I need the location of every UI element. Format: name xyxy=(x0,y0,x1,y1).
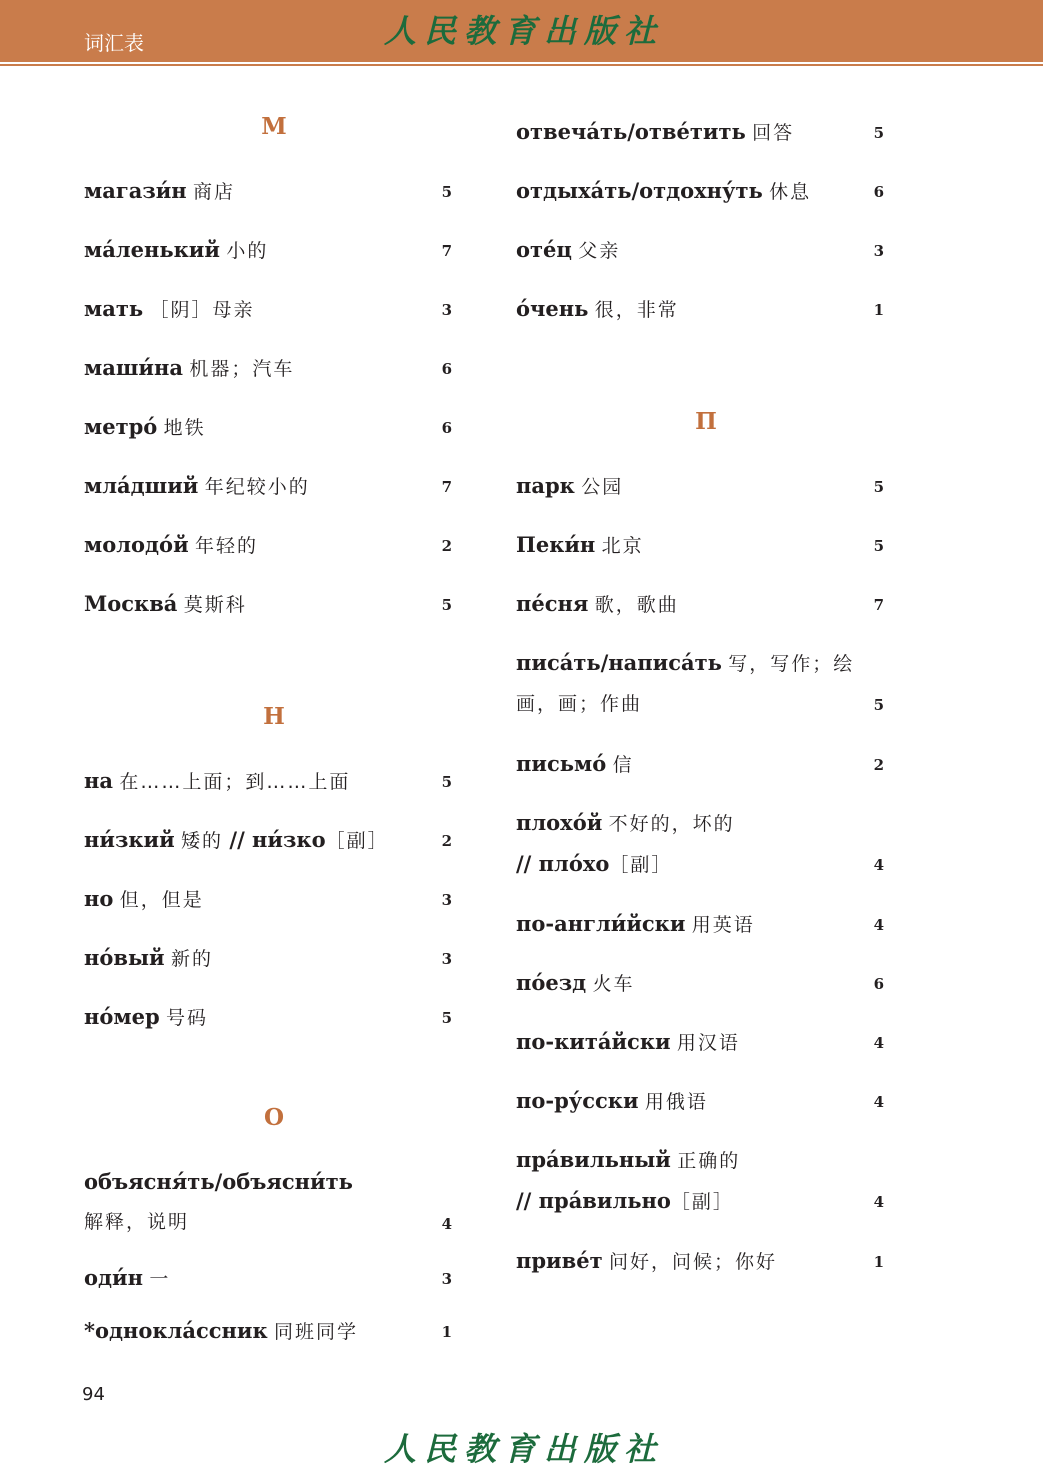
vocab-entry xyxy=(516,525,884,566)
chinese-meaning: 小的 xyxy=(226,240,269,262)
part-of-speech: ［副］ xyxy=(325,830,389,852)
lesson-number: 4 xyxy=(873,1034,884,1052)
lesson-number: 3 xyxy=(441,1270,452,1288)
russian-word: отвеча́ть/отве́тить xyxy=(516,119,746,144)
lesson-number: 5 xyxy=(441,596,452,614)
chinese-meaning: 父亲 xyxy=(578,240,621,262)
lesson-number: 2 xyxy=(441,537,452,555)
vocab-entry xyxy=(516,230,884,271)
chinese-meaning: 号码 xyxy=(166,1007,209,1029)
russian-word: отдыха́ть/отдохну́ть xyxy=(516,178,763,203)
chinese-meaning: 解释，说明 xyxy=(84,1211,190,1233)
vocab-entry xyxy=(84,230,452,271)
chinese-meaning: 商店 xyxy=(193,181,236,203)
lesson-number: 6 xyxy=(441,360,452,378)
russian-word: на xyxy=(84,768,113,793)
chinese-meaning: 北京 xyxy=(601,535,644,557)
russian-adverb: // пра́вильно xyxy=(516,1188,671,1213)
russian-word: пра́вильный xyxy=(516,1147,671,1172)
lesson-number: 1 xyxy=(873,301,884,319)
lesson-number: 2 xyxy=(441,832,452,850)
vocab-entry xyxy=(516,1022,884,1063)
letter-heading-o: О xyxy=(263,1104,285,1131)
lesson-number: 6 xyxy=(873,183,884,201)
chinese-meaning: 一 xyxy=(149,1268,171,1290)
chinese-meaning: 用汉语 xyxy=(676,1032,740,1054)
russian-word: мла́дший xyxy=(84,473,199,498)
chinese-meaning: 年轻的 xyxy=(195,535,259,557)
russian-word: но xyxy=(84,886,114,911)
russian-word: оте́ц xyxy=(516,237,572,262)
lesson-number: 3 xyxy=(873,242,884,260)
vocab-entry xyxy=(84,466,452,507)
lesson-number: 5 xyxy=(441,1009,452,1027)
header-divider xyxy=(0,64,1043,66)
vocab-entry xyxy=(84,761,452,802)
chinese-meaning: 不好的，坏的 xyxy=(608,813,735,835)
page-header xyxy=(0,0,1043,62)
vocab-entry xyxy=(516,466,884,507)
chinese-meaning: 机器；汽车 xyxy=(189,358,295,380)
russian-word: молодо́й xyxy=(84,532,189,557)
lesson-number: 3 xyxy=(441,891,452,909)
russian-word: письмо́ xyxy=(516,751,607,776)
lesson-number: 3 xyxy=(441,301,452,319)
chinese-meaning: 很，非常 xyxy=(594,299,679,321)
vocab-entry xyxy=(516,963,884,1004)
russian-word: ма́ленький xyxy=(84,237,220,262)
vocab-entry xyxy=(516,643,884,725)
chinese-meaning: 写，写作；绘 xyxy=(728,653,855,675)
lesson-number: 5 xyxy=(873,124,884,142)
lesson-number: 5 xyxy=(441,773,452,791)
lesson-number: 4 xyxy=(873,1193,884,1211)
russian-word: по́езд xyxy=(516,970,587,995)
vocab-entry xyxy=(84,289,452,330)
vocab-entry xyxy=(516,171,884,212)
lesson-number: 5 xyxy=(441,183,452,201)
russian-word: объясня́ть/объясни́ть xyxy=(84,1169,353,1194)
publisher-logo-bottom: 人民教育出版社 xyxy=(384,1430,665,1468)
vocab-entry xyxy=(516,1081,884,1122)
russian-word: приве́т xyxy=(516,1248,603,1273)
vocab-entry xyxy=(84,171,452,212)
vocab-entry xyxy=(84,407,452,448)
vocab-entry xyxy=(84,1311,452,1352)
chinese-meaning: 正确的 xyxy=(677,1150,741,1172)
lesson-number: 1 xyxy=(873,1253,884,1271)
lesson-number: 4 xyxy=(873,916,884,934)
russian-word: магази́н xyxy=(84,178,187,203)
chinese-meaning: 年纪较小的 xyxy=(204,476,310,498)
vocab-entry xyxy=(516,803,884,885)
vocab-entry xyxy=(84,879,452,920)
russian-adverb: // пло́хо xyxy=(516,851,610,876)
russian-word: Пеки́н xyxy=(516,532,596,557)
vocab-entry xyxy=(84,1258,452,1299)
chinese-meaning: 问好，问候；你好 xyxy=(608,1251,777,1273)
russian-word: *однокла́ссник xyxy=(84,1318,268,1343)
russian-word: писа́ть/написа́ть xyxy=(516,650,722,675)
russian-word: пе́сня xyxy=(516,591,589,616)
russian-word: парк xyxy=(516,473,575,498)
chinese-meaning: 矮的 xyxy=(181,830,224,852)
letter-heading-n: Н xyxy=(263,703,285,730)
lesson-number: 4 xyxy=(873,856,884,874)
chinese-meaning: 休息 xyxy=(769,181,812,203)
vocab-entry xyxy=(84,525,452,566)
lesson-number: 5 xyxy=(873,696,884,714)
vocab-entry xyxy=(84,820,452,861)
chinese-meaning: 同班同学 xyxy=(274,1321,359,1343)
lesson-number: 6 xyxy=(441,419,452,437)
russian-word: ни́зкий xyxy=(84,827,175,852)
russian-word: по-англи́йски xyxy=(516,911,686,936)
lesson-number: 5 xyxy=(873,537,884,555)
russian-word: но́вый xyxy=(84,945,165,970)
chinese-meaning: 歌，歌曲 xyxy=(594,594,679,616)
vocab-entry xyxy=(516,1140,884,1222)
part-of-speech: ［副］ xyxy=(670,1191,734,1213)
chinese-meaning: 用俄语 xyxy=(644,1091,708,1113)
vocab-entry xyxy=(516,584,884,625)
russian-word: плохо́й xyxy=(516,810,603,835)
chinese-meaning: 火车 xyxy=(592,973,635,995)
russian-word: Москва́ xyxy=(84,591,178,616)
russian-word: оди́н xyxy=(84,1265,143,1290)
vocab-entry xyxy=(516,1241,884,1282)
lesson-number: 4 xyxy=(441,1215,452,1233)
chinese-meaning: ［阴］母亲 xyxy=(149,299,255,321)
russian-word: маши́на xyxy=(84,355,183,380)
vocab-entry xyxy=(84,348,452,389)
lesson-number: 3 xyxy=(441,950,452,968)
lesson-number: 4 xyxy=(873,1093,884,1111)
lesson-number: 7 xyxy=(873,596,884,614)
publisher-logo-top: 人民教育出版社 xyxy=(384,12,665,50)
lesson-number: 7 xyxy=(441,242,452,260)
vocab-entry xyxy=(84,584,452,625)
chinese-meaning: 在……上面；到……上面 xyxy=(119,771,351,793)
russian-word: мать xyxy=(84,296,144,321)
part-of-speech: ［副］ xyxy=(609,854,673,876)
chinese-meaning: 但，但是 xyxy=(119,889,204,911)
lesson-number: 6 xyxy=(873,975,884,993)
russian-word: по-ру́сски xyxy=(516,1088,639,1113)
chinese-meaning: 地铁 xyxy=(163,417,206,439)
lesson-number: 5 xyxy=(873,478,884,496)
letter-heading-m: М xyxy=(261,113,287,140)
vocab-entry xyxy=(516,904,884,945)
vocab-entry xyxy=(516,289,884,330)
vocab-entry xyxy=(84,997,452,1038)
russian-adverb: // ни́зко xyxy=(229,827,326,852)
chinese-meaning: 信 xyxy=(612,754,634,776)
chinese-meaning: 公园 xyxy=(581,476,624,498)
lesson-number: 7 xyxy=(441,478,452,496)
chinese-meaning: 新的 xyxy=(170,948,213,970)
section-title: 词汇表 xyxy=(84,31,144,55)
letter-heading-p: П xyxy=(695,408,717,435)
vocab-entry xyxy=(84,1162,452,1244)
russian-word: метро́ xyxy=(84,414,158,439)
vocab-entry xyxy=(516,744,884,785)
chinese-meaning: 莫斯科 xyxy=(183,594,247,616)
chinese-meaning: 用英语 xyxy=(691,914,755,936)
lesson-number: 1 xyxy=(441,1323,452,1341)
lesson-number: 2 xyxy=(873,756,884,774)
page-number: 94 xyxy=(82,1384,105,1405)
chinese-meaning-cont: 画，画；作曲 xyxy=(516,693,643,715)
russian-word: о́чень xyxy=(516,296,589,321)
russian-word: но́мер xyxy=(84,1004,160,1029)
russian-word: по-кита́йски xyxy=(516,1029,671,1054)
vocab-entry xyxy=(84,938,452,979)
vocab-entry xyxy=(516,112,884,153)
chinese-meaning: 回答 xyxy=(752,122,795,144)
